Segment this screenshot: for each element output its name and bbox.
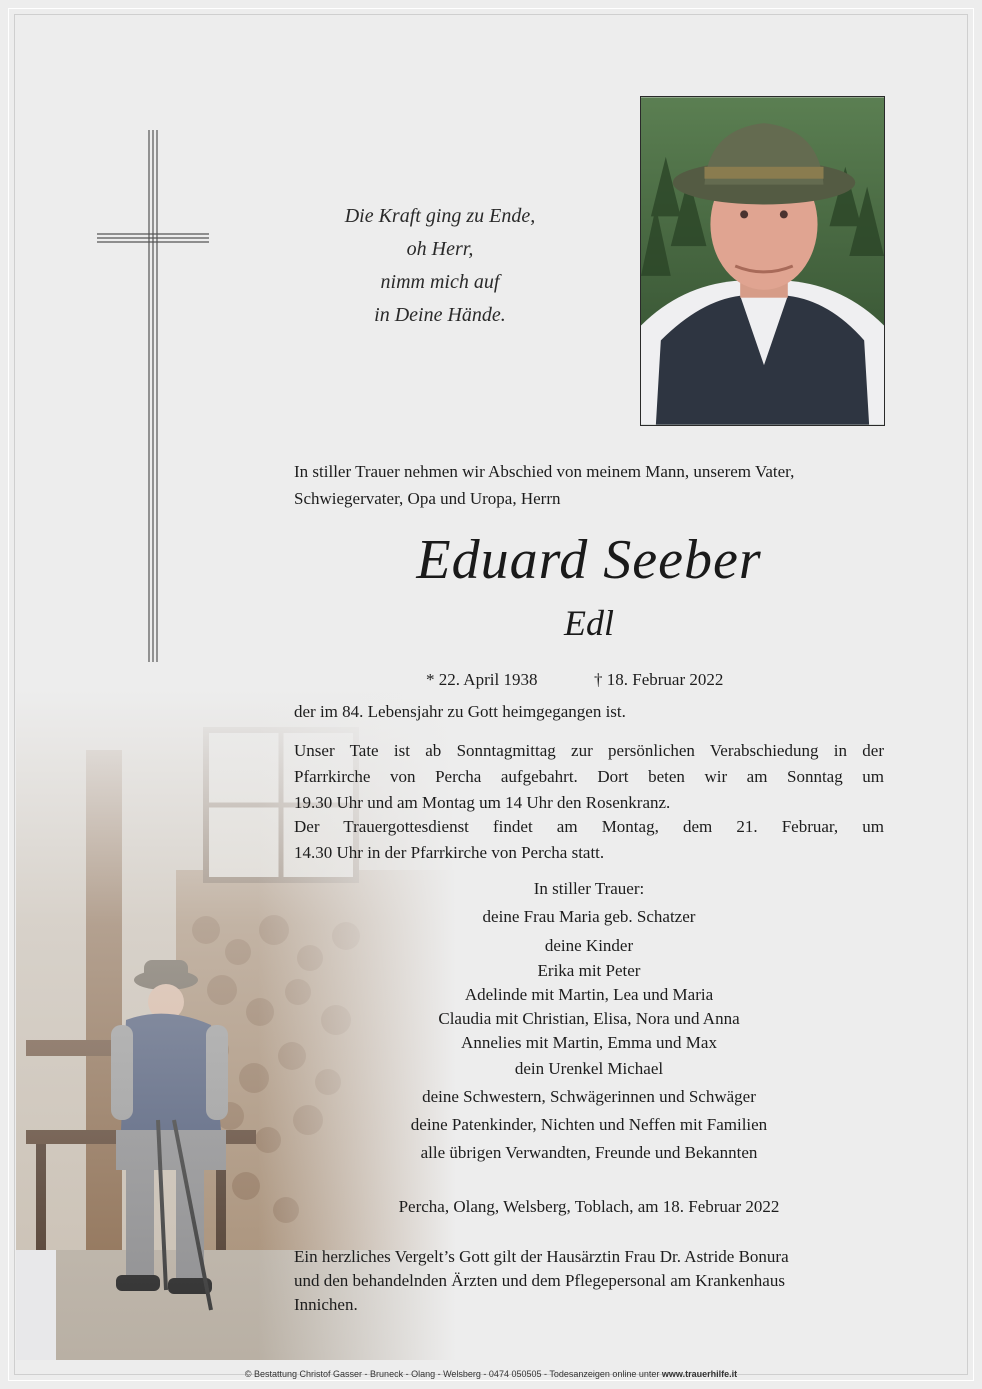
mourner-line: Erika mit Peter — [537, 961, 641, 980]
age-statement: der im 84. Lebensjahr zu Gott heimgegangen ist. — [294, 702, 626, 721]
quote-line: Die Kraft ging zu Ende, — [344, 205, 536, 227]
funeral-paragraph — [294, 814, 884, 866]
intro-line: In stiller Trauer nehmen wir Abschied von meinem Mann, unserem Vater, — [294, 462, 795, 481]
thanks-line: und den behandelnden Ärzten und dem Pflegepersonal am Krankenhaus — [294, 1271, 785, 1290]
mourner-line: deine Kinder — [544, 936, 634, 955]
place-and-date: Percha, Olang, Welsberg, Toblach, am 18. Februar 2022 — [398, 1197, 780, 1216]
mourner-line: dein Urenkel Michael — [514, 1059, 664, 1078]
bible-quote — [300, 200, 580, 332]
mourner-line: deine Schwestern, Schwägerinnen und Schwäger — [422, 1087, 756, 1106]
mourner-line: Claudia mit Christian, Elisa, Nora und Anna — [438, 1009, 740, 1028]
deceased-nickname: Edl — [564, 603, 614, 643]
thanks-line: Innichen. — [294, 1295, 358, 1314]
paragraph-line: Pfarrkirche von Percha aufgebahrt. Dort beten wir am Sonntag um — [294, 767, 884, 786]
quote-line: in Deine Hände. — [374, 304, 506, 326]
mourners-list — [294, 876, 884, 1167]
mourner-line: alle übrigen Verwandten, Freunde und Bekannten — [420, 1143, 758, 1162]
viewing-paragraph — [294, 738, 884, 816]
thanks-paragraph — [294, 1245, 884, 1317]
paragraph-line: Der Trauergottesdienst findet am Montag, dem 21. Februar, um — [294, 817, 884, 836]
mourner-line: Annelies mit Martin, Emma und Max — [461, 1033, 717, 1052]
mourners-heading: In stiller Trauer: — [533, 879, 645, 898]
footer-link[interactable]: www.trauerhilfe.it — [661, 1369, 738, 1379]
mourner-line: deine Patenkinder, Nichten und Neffen mit Familien — [410, 1115, 768, 1134]
mourner-line: Adelinde mit Martin, Lea und Maria — [464, 985, 714, 1004]
paragraph-line: Unser Tate ist ab Sonntagmittag zur persönlichen Verabschiedung in der — [294, 741, 884, 760]
intro-text — [294, 458, 884, 512]
cross-icon — [96, 128, 210, 664]
footer-text: © Bestattung Christof Gasser - Bruneck - Olang - Welsberg - 0474 050505 - Todesanzeigen online unter — [244, 1369, 660, 1379]
paragraph-line: 14.30 Uhr in der Pfarrkirche von Percha statt. — [294, 843, 605, 862]
quote-line: nimm mich auf — [380, 271, 500, 293]
quote-line: oh Herr, — [406, 238, 474, 260]
death-date: † 18. Februar 2022 — [594, 670, 724, 689]
footer — [0, 1369, 982, 1379]
deceased-name: Eduard Seeber — [416, 529, 762, 591]
paragraph-line: 19.30 Uhr und am Montag um 14 Uhr den Rosenkranz. — [294, 793, 671, 812]
birth-date: * 22. April 1938 — [426, 670, 538, 689]
portrait-photo — [640, 96, 885, 426]
thanks-line: Ein herzliches Vergelt’s Gott gilt der Hausärztin Frau Dr. Astride Bonura — [294, 1247, 789, 1266]
mourner-line: deine Frau Maria geb. Schatzer — [482, 907, 696, 926]
intro-line: Schwiegervater, Opa und Uropa, Herrn — [294, 489, 561, 508]
